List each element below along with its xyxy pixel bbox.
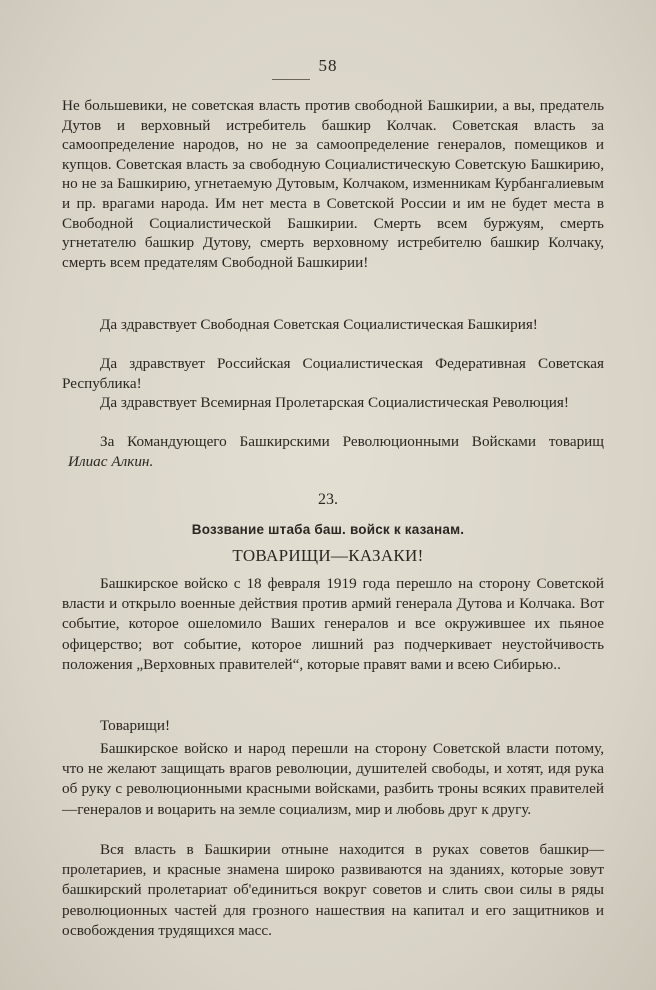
page-number-rule: [272, 79, 310, 80]
slogan-rsfsr: Да здравствует Российская Социалистическая Федеративная Советская Республика!: [62, 355, 604, 392]
signature-line: [62, 432, 604, 471]
opening-paragraph: Не большевики, не советская власть против свободной Башкирии, а вы, предатель Дутов и верховный истребитель башкир Колчак. Советская власть за самоопределение народов, но не за самоопределение генералов, помещиков и купцов. Советская власть за свободную Социалистическую Советскую Башкирию, но не за Башкирию, угнетаемую Дутовым, Колчаком, изменникам Курбангалиевым и пр. врагами народа. Им нет места в Советской России и им не будет места в Свободной Социалистической Башкирии. Смерть всем буржуям, смерть угнетателю башкир Дутову, смерть верховному истребителю башкир Колчаку, смерть всем предателям Свободной Башкирии!: [62, 97, 604, 271]
signature-name: Илиас Алкин.: [68, 452, 154, 470]
body-paragraph-comrades: Товарищи!: [100, 717, 171, 734]
body-paragraph-army: Башкирское войско с 18 февраля 1919 года перешло на сторону Советской власти и открыло военные действия против армий генерала Дутова и Колчака. Вот событие, которое ошеломило Ваших генералов и все окружившее их пьяное офицерство; вот событие, которое лишний раз подчеркивает неустойчивость положения „Верховных правителей“, которые правят вами и всею Сибирью..: [62, 575, 604, 673]
document-title: Воззвание штаба баш. войск к казанам.: [191, 522, 465, 537]
signature-text: За Командующего Башкирскими Революционными Войсками товарищ: [100, 433, 604, 450]
body-paragraph-power: Вся власть в Башкирии отныне находится в руках советов башкир—пролетариев, и красные знамена широко развиваются на зданиях, которые зовут башкирский пролетариат об'единиться вокруг советов и слить свои силы в ряды революционных частей для грозного нашествия на капитал и его защитников и освобождения трудящихся масс.: [62, 841, 604, 939]
page-number: 58: [318, 56, 338, 75]
document-number: 23.: [318, 491, 338, 508]
slogan-world-revolution: Да здравствует Всемирная Пролетарская Социалистическая Революция!: [100, 394, 569, 411]
document-heading: ТОВАРИЩИ—КАЗАКИ!: [232, 546, 424, 565]
body-paragraph-reasons: Башкирское войско и народ перешли на сторону Советской власти потому, что не желают защищать врагов революции, душителей свободы, и хотят, идя рука об руку с революционными красными войсками, разбить троны всяких правителей—генералов и воцарить на земле социализм, мир и любовь друг к другу.: [62, 740, 604, 818]
slogan-bashkiria: Да здравствует Свободная Советская Социалистическая Башкирия!: [100, 316, 538, 333]
